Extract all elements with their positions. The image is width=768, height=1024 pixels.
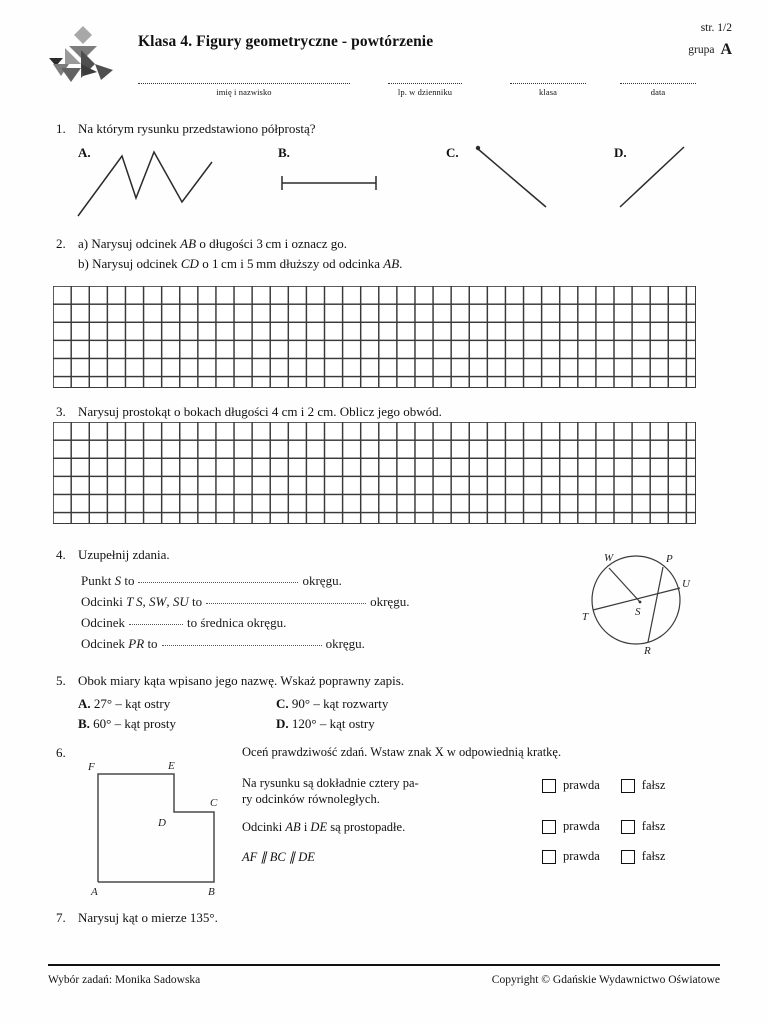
question-4-line-4: Odcinek PR to okręgu. (81, 636, 365, 651)
question-5-option-d-letter: D. (276, 716, 289, 731)
circle-point-u-label: U (682, 578, 690, 590)
field-register-number[interactable] (388, 74, 462, 97)
figure-vertex-f-label: F (88, 761, 95, 773)
group-label: grupa (688, 44, 715, 56)
question-3-text: Narysuj prostokąt o bokach długości 4 cm i 2 cm. Oblicz jego obwód. (78, 404, 442, 419)
field-class-label: klasa (539, 87, 557, 97)
question-5-option-c-text: 90° – kąt rozwarty (291, 696, 389, 711)
field-name-label: imię i nazwisko (216, 87, 272, 97)
question-6-true-2[interactable] (542, 819, 600, 834)
segment-with-endpoints-icon (272, 150, 402, 220)
question-4-text: Uzupełnij zdania. (78, 547, 170, 562)
field-date-label: data (650, 87, 666, 97)
question-6-false-1[interactable] (621, 778, 666, 793)
field-register-number-line[interactable] (388, 74, 462, 84)
zigzag-polyline-icon (72, 150, 232, 220)
page-number: str. 1/2 (700, 22, 732, 34)
question-6-true-1[interactable] (542, 778, 600, 793)
question-6-statement-2 (242, 819, 522, 835)
question-4-circle-diagram (578, 544, 696, 656)
question-6-false-3[interactable] (621, 849, 666, 864)
footer-divider (48, 964, 720, 966)
figure-vertex-e-label: E (168, 760, 175, 772)
field-class[interactable] (510, 74, 586, 97)
question-6-true-2-label: prawda (563, 819, 600, 833)
question-1-option-c-letter: C. (446, 145, 459, 160)
question-1-option-b-letter: B. (278, 145, 290, 160)
question-5-option-c-letter: C. (276, 696, 289, 711)
circle-point-p-label: P (666, 553, 673, 565)
student-info-fields (138, 74, 716, 104)
checkbox-false-3-icon[interactable] (621, 850, 635, 864)
line-up-right-icon (612, 145, 712, 215)
worksheet-header (0, 0, 768, 108)
question-4-blank-4[interactable] (162, 635, 322, 646)
figure-vertex-c-label: C (210, 797, 218, 809)
field-name-line[interactable] (138, 74, 350, 84)
question-2-line-a: a) Narysuj odcinek AB o długości 3 cm i oznacz go. (78, 236, 348, 251)
question-6-true-3-label: prawda (563, 849, 600, 863)
question-1-options (0, 145, 768, 223)
question-5-option-a[interactable] (78, 696, 170, 712)
question-6-figure (80, 750, 232, 898)
group-value: A (720, 41, 732, 58)
question-6-answer-group-2 (542, 819, 679, 834)
circle-center-s-label: S (635, 606, 641, 618)
question-5-option-d-text: 120° – kąt ostry (291, 716, 375, 731)
question-2-number: 2. (56, 236, 66, 251)
figure-vertex-b-label: B (208, 886, 215, 898)
question-4-line-2: Odcinki T S, SW, SU to okręgu. (81, 594, 410, 609)
question-3-grid[interactable] (53, 422, 696, 524)
question-5-number: 5. (56, 673, 66, 688)
footer-author: Wybór zadań: Monika Sadowska (48, 974, 201, 986)
field-name[interactable] (138, 74, 350, 97)
question-3-number: 3. (56, 404, 66, 419)
publisher-logo-icon (47, 24, 119, 86)
checkbox-false-2-icon[interactable] (621, 820, 635, 834)
question-6-answer-group-3 (542, 849, 679, 864)
page-title: Klasa 4. Figury geometryczne - powtórzenie (138, 33, 434, 50)
question-6-number: 6. (56, 745, 66, 760)
field-class-line[interactable] (510, 74, 586, 84)
question-1-option-d-letter: D. (614, 145, 627, 160)
question-5-option-a-text: 27° – kąt ostry (93, 696, 171, 711)
question-6-statement-1-line-2: ry odcinków równoległych. (242, 792, 380, 806)
checkbox-false-1-icon[interactable] (621, 779, 635, 793)
question-6-true-3[interactable] (542, 849, 600, 864)
question-1-option-a-letter: A. (78, 145, 91, 160)
question-4-answer-lines (81, 572, 521, 656)
question-5-option-c[interactable] (276, 696, 388, 712)
question-6-false-3-label: fałsz (641, 849, 666, 863)
figure-vertex-a-label: A (91, 886, 98, 898)
footer-copyright: Copyright © Gdańskie Wydawnictwo Oświatowe (491, 974, 720, 986)
figure-vertex-d-label: D (158, 817, 166, 829)
question-4-line-3: Odcinek to średnica okręgu. (81, 615, 287, 630)
question-5-text: Obok miary kąta wpisano jego nazwę. Wskaż poprawny zapis. (78, 673, 405, 688)
question-6-false-1-label: fałsz (641, 778, 666, 792)
question-6-statement-2-line-1: Odcinki AB i DE są prostopadłe. (242, 820, 406, 834)
question-5-option-a-letter: A. (78, 696, 91, 711)
question-1-number: 1. (56, 121, 66, 136)
ray-down-right-icon (468, 145, 568, 215)
question-2-grid[interactable] (53, 286, 696, 388)
question-5-option-b-text: 60° – kąt prosty (93, 716, 177, 731)
question-7-text: Narysuj kąt o mierze 135°. (78, 910, 218, 925)
question-1-text: Na którym rysunku przedstawiono półprostą? (78, 121, 316, 136)
question-6-statement-3: AF ∥ BC ∥ DE (242, 850, 315, 864)
question-2-line-b: b) Narysuj odcinek CD o 1 cm i 5 mm dłuższy od odcinka AB. (78, 256, 403, 271)
question-4-blank-2[interactable] (206, 593, 366, 604)
question-6-statement-1-line-1: Na rysunku są dokładnie cztery pa- (242, 776, 419, 790)
question-6-answer-group-1 (542, 778, 679, 793)
question-4-blank-1[interactable] (138, 572, 298, 583)
group-indicator (622, 41, 732, 59)
question-5-option-d[interactable] (276, 716, 375, 732)
question-6-false-2[interactable] (621, 819, 666, 834)
question-5-option-b[interactable] (78, 716, 176, 732)
circle-point-w-label: W (604, 552, 614, 564)
question-6-true-1-label: prawda (563, 778, 600, 792)
question-4-number: 4. (56, 547, 66, 562)
checkbox-true-1-icon[interactable] (542, 779, 556, 793)
checkbox-true-2-icon[interactable] (542, 820, 556, 834)
question-6-instruction: Oceń prawdziwość zdań. Wstaw znak X w odpowiednią kratkę. (242, 745, 562, 759)
field-date[interactable] (620, 74, 696, 97)
question-5-option-b-letter: B. (78, 716, 90, 731)
checkbox-true-3-icon[interactable] (542, 850, 556, 864)
field-register-number-label: lp. w dzienniku (397, 87, 453, 97)
question-7-number: 7. (56, 910, 66, 925)
question-6-statement-1 (242, 775, 522, 807)
question-6-false-2-label: fałsz (641, 819, 666, 833)
field-date-line[interactable] (620, 74, 696, 84)
question-4-line-1: Punkt S to okręgu. (81, 573, 342, 588)
circle-point-t-label: T (582, 611, 589, 623)
question-4-blank-3[interactable] (129, 614, 183, 625)
circle-point-r-label: R (644, 645, 651, 657)
